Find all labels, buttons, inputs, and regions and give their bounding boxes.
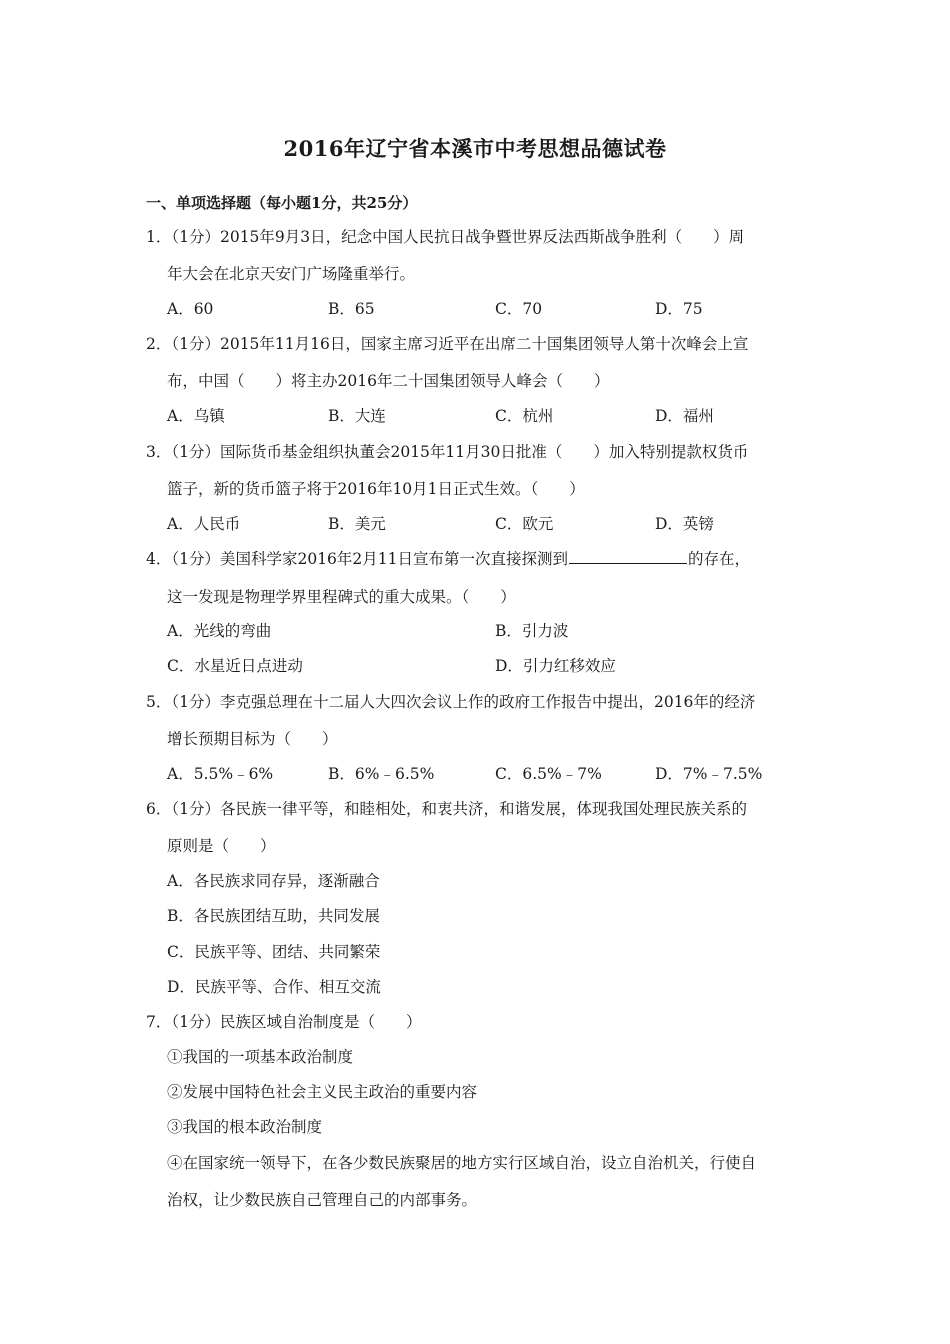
question-6-line-1: 6．（1分）各民族一律平等，和睦相处，和衷共济，和谐发展，体现我国处理民族关系的 — [146, 800, 747, 818]
question-5-line-1: 5．（1分）李克强总理在十二届人大四次会议上作的政府工作报告中提出，2016年的经济 — [146, 693, 756, 711]
question-2-option-d: D．福州 — [655, 407, 714, 425]
question-4-line-1 — [146, 549, 750, 569]
question-6-option-d: D．民族平等、合作、相互交流 — [167, 978, 381, 996]
question-6-option-c: C．民族平等、团结、共同繁荣 — [167, 943, 381, 961]
question-2-option-c: C．杭州 — [495, 407, 554, 425]
question-4-text-after-blank: 的存在， — [688, 550, 751, 568]
question-5-option-d: D．7%﹣7.5% — [655, 765, 763, 783]
question-3-line-2: 篮子，新的货币篮子将于2016年10月1日正式生效。（ ） — [167, 480, 585, 498]
question-5-option-c: C．6.5%﹣7% — [495, 765, 602, 783]
question-6-line-2: 原则是（ ） — [167, 837, 276, 855]
question-7-item-4: ④在国家统一领导下，在各少数民族聚居的地方实行区域自治，设立自治机关，行使自 — [167, 1154, 757, 1172]
question-3-option-b: B．美元 — [328, 515, 386, 533]
question-1-line-1: 1．（1分）2015年9月3日，纪念中国人民抗日战争暨世界反法西斯战争胜利（ ）周 — [146, 228, 745, 246]
question-1-option-a: A．60 — [167, 300, 214, 318]
question-2-line-1: 2．（1分）2015年11月16日，国家主席习近平在出席二十国集团领导人第十次峰会上宣 — [146, 335, 749, 353]
question-4-option-a: A．光线的弯曲 — [167, 622, 272, 640]
question-7-line-1: 7．（1分）民族区域自治制度是（ ） — [146, 1013, 422, 1031]
question-5-line-2: 增长预期目标为（ ） — [167, 730, 338, 748]
question-6-option-a: A．各民族求同存异，逐渐融合 — [167, 872, 380, 890]
question-7-item-3: ③我国的根本政治制度 — [167, 1118, 323, 1136]
answer-blank — [569, 549, 687, 564]
question-4-option-d: D．引力红移效应 — [495, 657, 616, 675]
question-1-line-2: 年大会在北京天安门广场隆重举行。 — [167, 265, 416, 283]
question-4-line-2: 这一发现是物理学界里程碑式的重大成果。（ ） — [167, 588, 516, 606]
question-3-option-a: A．人民币 — [167, 515, 241, 533]
question-4-option-c: C．水星近日点进动 — [167, 657, 303, 675]
question-7-item-1: ①我国的一项基本政治制度 — [167, 1048, 354, 1066]
question-7-item-2: ②发展中国特色社会主义民主政治的重要内容 — [167, 1083, 478, 1101]
question-2-option-b: B．大连 — [328, 407, 386, 425]
question-1-option-b: B．65 — [328, 300, 375, 318]
question-4-option-b: B．引力波 — [495, 622, 569, 640]
question-2-line-2: 布，中国（ ）将主办2016年二十国集团领导人峰会（ ） — [167, 372, 610, 390]
question-3-option-c: C．欧元 — [495, 515, 554, 533]
section-heading: 一、单项选择题（每小题1分，共25分） — [146, 194, 418, 212]
question-1-option-d: D．75 — [655, 300, 703, 318]
question-2-option-a: A．乌镇 — [167, 407, 225, 425]
page-title: 2016年辽宁省本溪市中考思想品德试卷 — [283, 136, 667, 161]
question-3-option-d: D．英镑 — [655, 515, 714, 533]
question-3-line-1: 3．（1分）国际货币基金组织执董会2015年11月30日批准（ ）加入特别提款权货币 — [146, 443, 749, 461]
question-1-option-c: C．70 — [495, 300, 543, 318]
question-6-option-b: B．各民族团结互助，共同发展 — [167, 907, 380, 925]
question-7-item-4-continued: 治权，让少数民族自己管理自己的内部事务。 — [167, 1191, 478, 1209]
question-5-option-b: B．6%﹣6.5% — [328, 765, 435, 783]
question-5-option-a: A．5.5%﹣6% — [167, 765, 274, 783]
question-4-text-before-blank: 4．（1分）美国科学家2016年2月11日宣布第一次直接探测到 — [146, 550, 569, 568]
